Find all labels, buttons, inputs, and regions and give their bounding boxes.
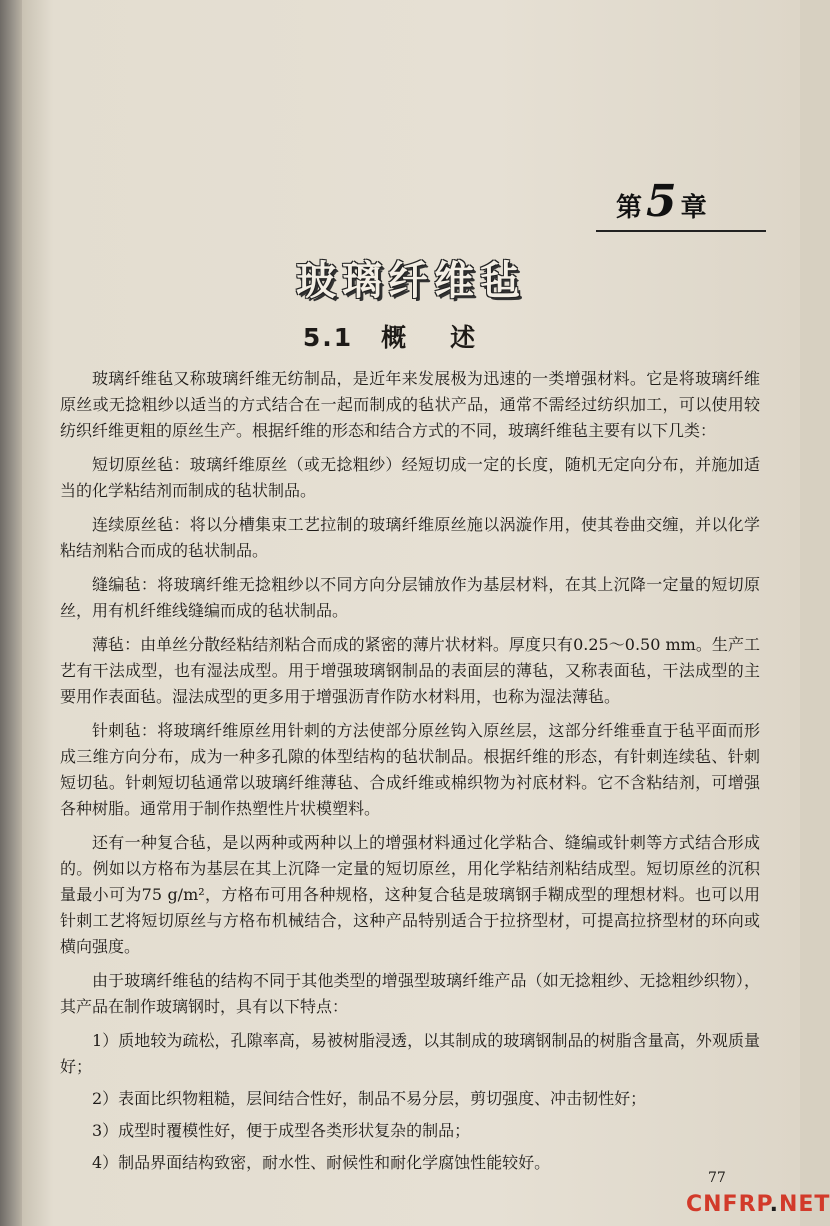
site-watermark xyxy=(686,1192,830,1217)
paragraph-chopped-strand-mat: 短切原丝毡：玻璃纤维原丝（或无捻粗纱）经短切成一定的长度，随机无定向分布，并施加适当的化学粘结剂而制成的毡状制品。 xyxy=(60,455,760,500)
chapter-rule xyxy=(596,230,766,232)
chapter-heading xyxy=(616,176,707,227)
feature-item: 3）成型时覆模性好，便于成型各类形状复杂的制品； xyxy=(92,1121,471,1140)
book-spine-shadow xyxy=(0,0,22,1226)
body-text xyxy=(60,366,760,1182)
watermark-dot: . xyxy=(769,1192,779,1217)
chapter-suffix: 章 xyxy=(680,193,707,223)
feature-item: 1）质地较为疏松，孔隙率高，易被树脂浸透，以其制成的玻璃钢制品的树脂含量高，外观质量好； xyxy=(60,1031,760,1076)
section-number: 5.1 xyxy=(302,323,354,352)
paragraph-combo-mat: 还有一种复合毡，是以两种或两种以上的增强材料通过化学粘合、缝编或针刺等方式结合形成的。例如以方格布为基层在其上沉降一定量的短切原丝，用化学粘结剂粘结成型。短切原丝的沉积量最小可为75 g/m²，方格布可用各种规格，这种复合毡是玻璃钢手糊成型的理想材料。也可以用针刺工艺将短切原丝与方格布机械结合，这种产品特别适合于拉挤型材，可提高拉挤型材的环向或横向强度。 xyxy=(60,833,760,956)
paragraph-continuous-strand-mat: 连续原丝毡：将以分槽集束工艺拉制的玻璃纤维原丝施以涡漩作用，使其卷曲交缠，并以化学粘结剂粘合而成的毡状制品。 xyxy=(60,515,760,560)
paragraph-features-intro: 由于玻璃纤维毡的结构不同于其他类型的增强型玻璃纤维产品（如无捻粗纱、无捻粗纱织物），其产品在制作玻璃钢时，具有以下特点： xyxy=(60,971,760,1016)
chapter-number: 5 xyxy=(646,176,677,227)
watermark-left: CNFRP xyxy=(686,1192,770,1217)
watermark-right: NET xyxy=(778,1192,830,1217)
page-number: 77 xyxy=(708,1170,726,1186)
chapter-title: 玻璃纤维毡 xyxy=(296,258,526,304)
feature-item: 4）制品界面结构致密，耐水性、耐候性和耐化学腐蚀性能较好。 xyxy=(92,1153,551,1172)
paragraph-stitched-mat: 缝编毡：将玻璃纤维无捻粗纱以不同方向分层铺放作为基层材料，在其上沉降一定量的短切原丝，用有机纤维线缝编而成的毡状制品。 xyxy=(60,575,760,620)
paragraph-surface-tissue: 薄毡：由单丝分散经粘结剂粘合而成的紧密的薄片状材料。厚度只有0.25～0.50 mm。生产工艺有干法成型，也有湿法成型。用于增强玻璃钢制品的表面层的薄毡，又称表面毡，干法成型的主要用作表面毡。湿法成型的更多用于增强沥青作防水材料用，也称为湿法薄毡。 xyxy=(60,635,760,706)
paragraph-needle-mat: 针刺毡：将玻璃纤维原丝用针刺的方法使部分原丝钩入原丝层，这部分纤维垂直于毡平面而形成三维方向分布，成为一种多孔隙的体型结构的毡状制品。根据纤维的形态，有针刺连续毡、针刺短切毡。针刺短切毡通常以玻璃纤维薄毡、合成纤维或棉织物为衬底材料。它不含粘结剂，可增强各种树脂。通常用于制作热塑性片状模塑料。 xyxy=(60,721,760,818)
section-heading-text: 概述 xyxy=(381,323,520,352)
chapter-prefix: 第 xyxy=(616,193,643,223)
paragraph-intro: 玻璃纤维毡又称玻璃纤维无纺制品，是近年来发展极为迅速的一类增强材料。它是将玻璃纤维原丝或无捻粗纱以适当的方式结合在一起而制成的毡状产品，通常不需经过纺织加工，可以使用较纺织纤维更粗的原丝生产。根据纤维的形态和结合方式的不同，玻璃纤维毡主要有以下几类： xyxy=(60,369,760,440)
feature-item: 2）表面比织物粗糙，层间结合性好，制品不易分层，剪切强度、冲击韧性好； xyxy=(92,1089,647,1108)
section-title xyxy=(22,318,800,354)
book-page xyxy=(22,0,830,1226)
